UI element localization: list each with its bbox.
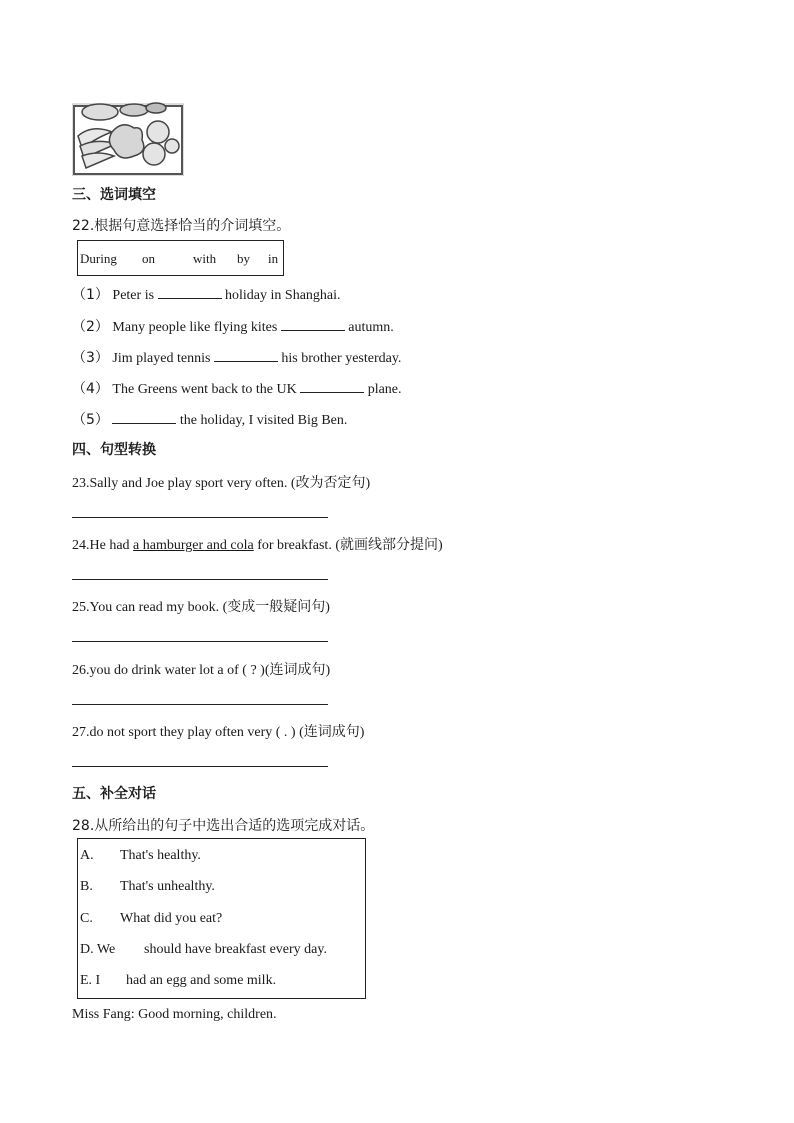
- word-bank-word: on: [142, 251, 155, 266]
- option-text: That's healthy.: [120, 848, 201, 863]
- answer-line-24[interactable]: [72, 579, 328, 580]
- section-heading-5: 五、补全对话: [72, 786, 156, 802]
- question-22-prompt: 22.根据句意选择恰当的介词填空。: [72, 218, 291, 234]
- option-text: should have breakfast every day.: [144, 942, 327, 957]
- fill-item-4: [72, 378, 402, 398]
- word-bank-word: During: [80, 251, 117, 266]
- option-e: [80, 973, 276, 989]
- option-letter: E. I: [80, 973, 101, 988]
- section-heading-4: 四、句型转换: [72, 442, 156, 458]
- question-24-start: 24.He had: [72, 538, 134, 553]
- answer-line-23[interactable]: [72, 517, 328, 518]
- option-text: What did you eat?: [120, 911, 223, 926]
- item-text-after: plane.: [367, 382, 402, 397]
- fill-item-2: [72, 316, 394, 336]
- answer-blank[interactable]: [281, 318, 345, 331]
- answer-blank[interactable]: [112, 411, 176, 424]
- item-number: （4）: [72, 381, 109, 397]
- question-24-underlined: a hamburger and cola: [133, 538, 254, 553]
- answer-blank[interactable]: [300, 380, 364, 393]
- item-text-after: the holiday, I visited Big Ben.: [179, 413, 348, 428]
- option-text: That's unhealthy.: [120, 879, 215, 894]
- answer-line-26[interactable]: [72, 704, 328, 705]
- question-25: 25.You can read my book. (变成一般疑问句): [72, 600, 330, 615]
- answer-blank[interactable]: [158, 286, 222, 299]
- section-heading-3: 三、选词填空: [72, 187, 156, 203]
- answer-blank[interactable]: [214, 349, 278, 362]
- item-number: （3）: [72, 350, 109, 366]
- item-text-before: Peter is: [112, 288, 155, 303]
- question-26: 26.you do drink water lot a of ( ? )(连词成句): [72, 663, 331, 678]
- option-letter: C.: [80, 911, 93, 926]
- answer-line-27[interactable]: [72, 766, 328, 767]
- question-23: 23.Sally and Joe play sport very often. (改为否定句): [72, 476, 371, 491]
- dialogue-line-1: Miss Fang: Good morning, children.: [72, 1007, 277, 1022]
- item-text-after: his brother yesterday.: [281, 351, 402, 366]
- option-letter: B.: [80, 879, 93, 894]
- item-text-before: Many people like flying kites: [112, 320, 278, 335]
- item-text-after: autumn.: [348, 320, 394, 335]
- option-text: had an egg and some milk.: [126, 973, 277, 988]
- food-illustration: [72, 96, 184, 176]
- item-text-before: The Greens went back to the UK: [112, 382, 297, 397]
- option-d: [80, 942, 327, 958]
- question-24: [72, 534, 443, 554]
- word-bank-word: by: [237, 251, 250, 266]
- option-c: [80, 911, 222, 927]
- fill-item-3: [72, 347, 401, 367]
- question-27: 27.do not sport they play often very ( . ) (连词成句): [72, 725, 365, 740]
- fill-item-1: [72, 284, 341, 304]
- answer-line-25[interactable]: [72, 641, 328, 642]
- item-number: （1）: [72, 287, 109, 303]
- word-bank-word: in: [268, 251, 279, 266]
- item-number: （2）: [72, 319, 109, 335]
- item-text-before: Jim played tennis: [112, 351, 211, 366]
- word-bank-word: with: [193, 251, 217, 266]
- option-a: [80, 848, 201, 864]
- fill-item-5: [72, 409, 347, 429]
- option-b: [80, 879, 215, 895]
- item-number: （5）: [72, 412, 109, 428]
- option-letter: A.: [80, 848, 94, 863]
- question-28-prompt: 28.从所给出的句子中选出合适的选项完成对话。: [72, 818, 375, 834]
- option-letter: D. We: [80, 942, 116, 957]
- item-text-after: holiday in Shanghai.: [225, 288, 341, 303]
- question-24-end: for breakfast. (就画线部分提问): [253, 538, 443, 553]
